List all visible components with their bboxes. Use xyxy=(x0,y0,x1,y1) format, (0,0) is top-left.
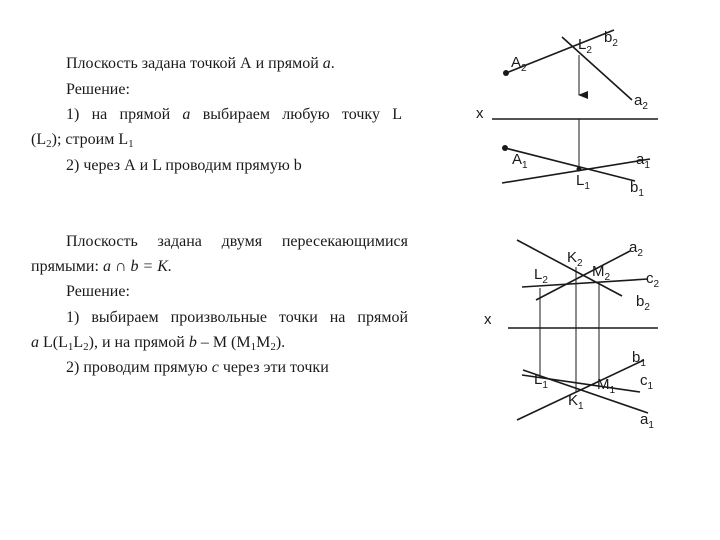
d1-label-a2: $a_2$ xyxy=(634,92,648,112)
block1-solution-label: Решение: xyxy=(66,81,130,98)
d1-point-A2 xyxy=(503,70,509,76)
block1-line1: Плоскость задана точкой А и прямой а. xyxy=(66,55,335,72)
d2-label-a1: $a_1$ xyxy=(640,411,654,431)
d2-label-K1: $K_1$ xyxy=(568,392,584,412)
block2-line1: Плоскость задана двумя пересекающимися xyxy=(66,233,408,250)
d1-label-x: x xyxy=(476,105,484,122)
block1-step1-cont: $(L_2)$; строим $L_1$ xyxy=(31,131,134,150)
d1-label-L1: $L_1$ xyxy=(576,172,590,192)
d2-label-x: x xyxy=(484,311,492,328)
block2-solution-label: Решение: xyxy=(66,283,130,300)
diagram2 xyxy=(484,239,660,431)
d1-label-b2: $b_2$ xyxy=(604,29,618,49)
d2-label-L1: $L_1$ xyxy=(534,371,548,391)
d1-label-b1: $b_1$ xyxy=(630,179,644,199)
block2-step1-cont: a $L(L_1L_2)$, и на прямой b – M $(M_1M_2)$. xyxy=(31,334,286,353)
d2-label-a2: $a_2$ xyxy=(629,239,643,259)
block2-line2: прямыми: a ∩ b = K. xyxy=(31,258,172,275)
block1-step2: 2) через А и L проводим прямую b xyxy=(66,157,302,174)
diagram1 xyxy=(476,29,658,199)
d2-label-b1: $b_1$ xyxy=(632,349,646,369)
d2-label-M2: $M_2$ xyxy=(592,263,611,283)
block2-step2: 2) проводим прямую c через эти точки xyxy=(66,359,329,376)
d1-point-A1 xyxy=(502,145,508,151)
d2-label-M1: $M_1$ xyxy=(597,376,616,396)
d1-label-A2: $A_2$ xyxy=(511,54,527,74)
d2-label-K2: $K_2$ xyxy=(567,249,583,269)
block2-step1: 1) выбираем произвольные точки на прямой xyxy=(66,309,408,326)
d1-point-L1 xyxy=(577,167,582,172)
block1-step1: 1) на прямой а выбираем любую точку L xyxy=(66,106,402,123)
d2-label-b2: $b_2$ xyxy=(636,293,650,313)
d1-label-L2: $L_2$ xyxy=(578,36,592,56)
d2-label-c1: $c_1$ xyxy=(640,372,654,392)
d2-label-L2: $L_2$ xyxy=(534,266,548,286)
d1-label-A1: $A_1$ xyxy=(512,151,528,171)
d2-label-c2: $c_2$ xyxy=(646,270,660,290)
d1-label-a1: $a_1$ xyxy=(636,151,650,171)
d1-line-a2 xyxy=(562,37,632,100)
